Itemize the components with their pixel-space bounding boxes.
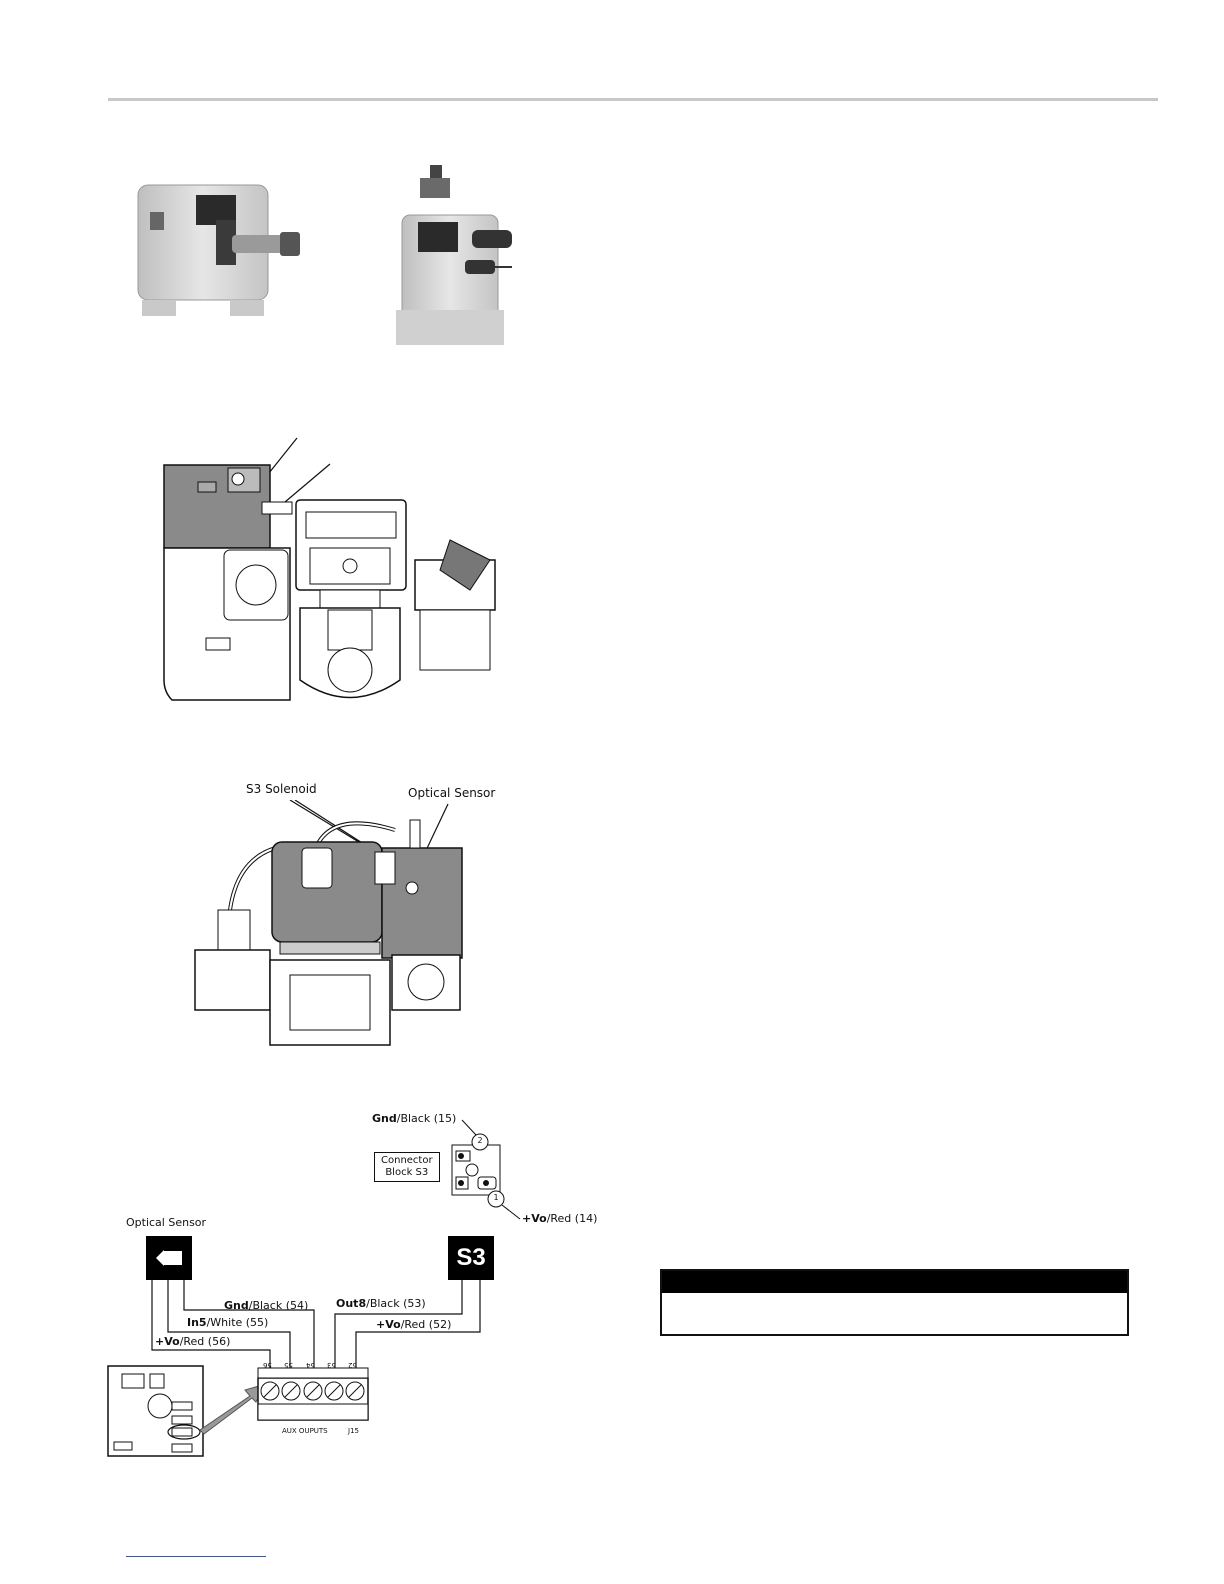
connector-block-s3: Connector Block S3 [374, 1152, 440, 1182]
meter-assembly-drawing [150, 430, 530, 720]
s3-badge: S3 [448, 1236, 494, 1280]
j15-label: J15 [348, 1427, 359, 1435]
optical-sensor-callout: Optical Sensor [408, 786, 496, 800]
pin-marker-2: 2 [477, 1136, 483, 1145]
solenoid-sensor-drawing [180, 800, 480, 1050]
product-photos-figure [120, 150, 540, 360]
terminal-52: 52 [348, 1361, 357, 1369]
out8-black-53-label: Out8/Black (53) [336, 1297, 426, 1310]
air-eliminator-photo-right [396, 165, 512, 345]
pin-marker-1: 1 [493, 1193, 499, 1202]
warning-box-header [662, 1271, 1127, 1293]
terminal-53: 53 [327, 1361, 336, 1369]
vo-red-14-label: +Vo/Red (14) [522, 1212, 598, 1225]
s3-solenoid-callout: S3 Solenoid [246, 782, 317, 796]
terminal-54: 54 [306, 1361, 315, 1369]
header-rule [108, 98, 1158, 101]
aux-outputs-label: AUX OUPUTS [282, 1427, 328, 1435]
warning-box [660, 1269, 1129, 1336]
vo-red-52-label: +Vo/Red (52) [376, 1318, 452, 1331]
vo-red-56-label: +Vo/Red (56) [155, 1335, 231, 1348]
connector-block-drawing [440, 1115, 530, 1225]
optical-sensor-title: Optical Sensor [126, 1216, 207, 1229]
gnd-black-15-label: Gnd/Black (15) [372, 1112, 457, 1125]
terminal-55: 55 [284, 1361, 293, 1369]
air-eliminator-photo-left [138, 185, 300, 316]
footer-link-underline[interactable] [126, 1556, 266, 1557]
in5-white-55-label: In5/White (55) [187, 1316, 269, 1329]
gnd-black-54-label: Gnd/Black (54) [224, 1299, 309, 1312]
optical-sensor-icon [146, 1236, 192, 1280]
terminal-strip-drawing [100, 1360, 380, 1460]
terminal-56: 56 [263, 1361, 272, 1369]
